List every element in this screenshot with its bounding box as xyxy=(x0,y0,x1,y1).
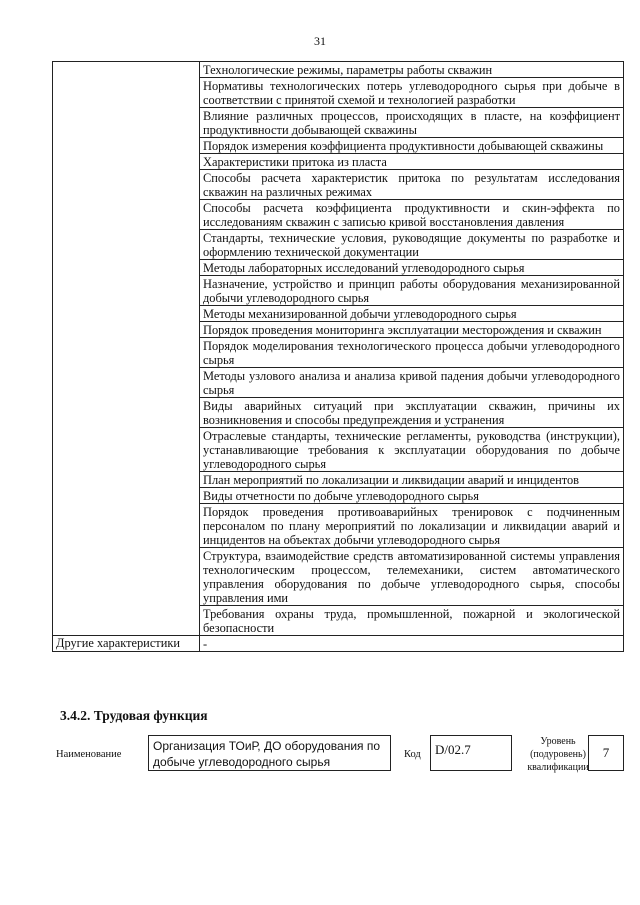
labor-function-code: D/02.7 xyxy=(430,735,512,771)
qualification-level-label: Уровень (подуровень) квалификации xyxy=(527,736,589,773)
requirement-item: Влияние различных процессов, происходящих в пласте, на коэффициент продуктивности добывающей скважины xyxy=(200,108,624,138)
page-number: 31 xyxy=(314,34,326,48)
code-label: Код xyxy=(404,749,421,760)
section-title: 3.4.2. Трудовая функция xyxy=(60,708,208,723)
labor-function-name: Организация ТОиР, ДО оборудования по добыче углеводородного сырья xyxy=(148,735,391,771)
requirement-item: Нормативы технологических потерь углеводородного сырья при добыче в соответствии с принятой схемой и технологией разработки xyxy=(200,78,624,108)
name-label: Наименование xyxy=(56,749,122,760)
requirement-item: Порядок проведения противоаварийных тренировок с подчиненным персоналом по плану мероприятий по локализации и ликвидации аварий и инцидентов на объектах добычи углеводородного сырья xyxy=(200,504,624,548)
other-characteristics-value: - xyxy=(200,636,624,652)
requirement-item: Назначение, устройство и принцип работы оборудования механизированной добычи углеводородного сырья xyxy=(200,276,624,306)
requirements-table xyxy=(52,61,624,652)
qualification-level-value: 7 xyxy=(588,735,624,771)
requirement-item: План мероприятий по локализации и ликвидации аварий и инцидентов xyxy=(200,472,624,488)
requirement-item: Требования охраны труда, промышленной, пожарной и экологической безопасности xyxy=(200,606,624,636)
requirement-item: Отраслевые стандарты, технические регламенты, руководства (инструкции), устанавливающие требования к эксплуатации оборудования по добыче углеводородного сырья xyxy=(200,428,624,472)
requirement-item: Методы механизированной добычи углеводородного сырья xyxy=(200,306,624,322)
labor-function-header xyxy=(52,735,624,785)
requirement-item: Технологические режимы, параметры работы скважин xyxy=(200,62,624,78)
requirement-item: Методы узлового анализа и анализа кривой падения добычи углеводородного сырья xyxy=(200,368,624,398)
requirement-item: Способы расчета коэффициента продуктивности и скин-эффекта по исследованиям скважин с записью кривой восстановления давления xyxy=(200,200,624,230)
table-row xyxy=(53,62,624,78)
requirement-item: Порядок проведения мониторинга эксплуатации месторождения и скважин xyxy=(200,322,624,338)
requirement-item: Порядок измерения коэффициента продуктивности добывающей скважины xyxy=(200,138,624,154)
requirement-item: Методы лабораторных исследований углеводородного сырья xyxy=(200,260,624,276)
table-row xyxy=(53,636,624,652)
requirement-item: Виды аварийных ситуаций при эксплуатации скважин, причины их возникновения и способы предупреждения и устранения xyxy=(200,398,624,428)
requirement-item: Характеристики притока из пласта xyxy=(200,154,624,170)
requirement-item: Стандарты, технические условия, руководящие документы по разработке и оформлению технической документации xyxy=(200,230,624,260)
requirement-item: Структура, взаимодействие средств автоматизированной системы управления технологическим процессом, телемеханики, систем автоматического управления оборудования по добыче углеводородного сырья, способы управления ими xyxy=(200,548,624,606)
requirement-item: Виды отчетности по добыче углеводородного сырья xyxy=(200,488,624,504)
other-characteristics-label: Другие характеристики xyxy=(53,636,200,652)
requirement-item: Порядок моделирования технологического процесса добычи углеводородного сырья xyxy=(200,338,624,368)
required-knowledge-label-cell xyxy=(53,62,200,636)
requirement-item: Способы расчета характеристик притока по результатам исследования скважин на различных режимах xyxy=(200,170,624,200)
